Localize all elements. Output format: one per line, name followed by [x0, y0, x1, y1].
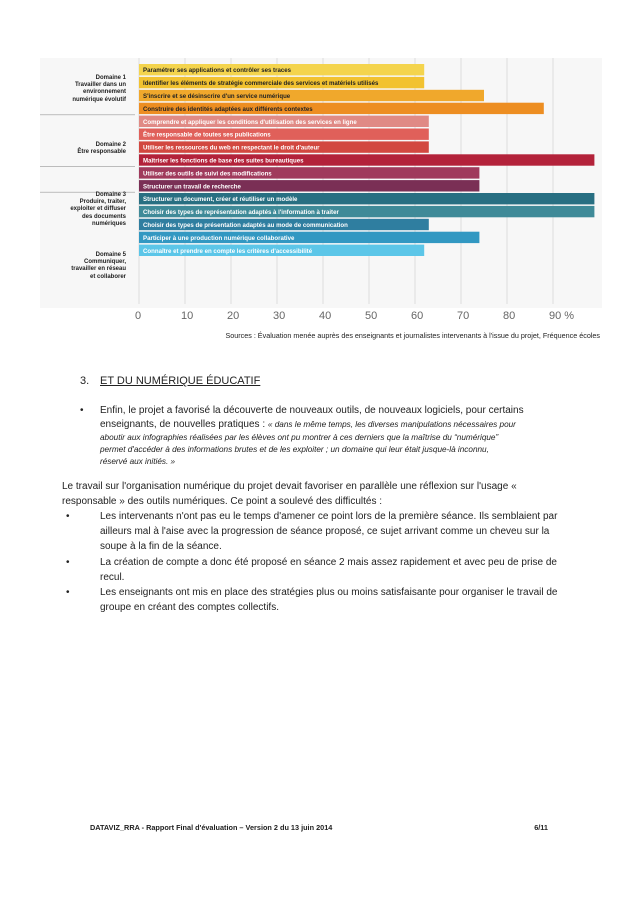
x-tick-label: 60 [411, 310, 424, 322]
bar-label: Paramétrer ses applications et contrôler ses traces [143, 67, 292, 75]
bar-label: Maîtriser les fonctions de base des suites bureautiques [143, 157, 304, 165]
bar-label: Participer à une production numérique collaborative [143, 234, 295, 242]
x-tick-label: 90 % [549, 310, 575, 322]
list-item-text: Les enseignants ont mis en place des stratégies plus ou moins satisfaisante pour organiser le travail de groupe en créant des comptes collectifs. [100, 587, 558, 613]
x-tick-label: 20 [227, 310, 240, 322]
bullet-quote-line: aboutir aux infographies réalisées par les élèves ont pu montrer à ces derniers que la maîtrise du “numérique” [100, 433, 499, 442]
list-item-text: La création de compte a donc été proposé en séance 2 mais assez rapidement et avec peu de prise de recul. [100, 557, 557, 583]
section-number: 3. [80, 375, 90, 387]
list-bullet: • [66, 587, 70, 598]
bar-label: Être responsable de toutes ses publications [143, 131, 271, 139]
bullet-quote-line: permet d'accéder à des informations brutes et de les exploiter ; un domaine qui leur était jusque-là inconnu, [100, 445, 489, 454]
bar-label: Utiliser des outils de suivi des modifications [143, 170, 272, 178]
domain-label-line: et collaborer [89, 273, 126, 280]
bullet-lead: Enfin, le projet a favorisé la découverte de nouveaux outils, de nouveaux logiciels, pour certains enseignants, de nouvelles pratiques : [100, 405, 524, 430]
bar-label: Choisir des types de présentation adaptés au mode de communication [143, 222, 348, 229]
domain-label [40, 142, 126, 156]
x-tick-label: 40 [319, 310, 332, 322]
bullet-dot: • [80, 405, 84, 416]
domain-label-line: Être responsable [77, 149, 126, 156]
domain-label-line: environnement [82, 89, 126, 96]
domain-label [40, 252, 126, 281]
x-tick-label: 80 [503, 310, 516, 322]
domain-label-line: Travailler dans un [74, 82, 126, 89]
domain-label-line: Domaine 1 [95, 75, 126, 81]
domain-label-line: Produire, traiter, [79, 199, 126, 206]
bar-label: Construire des identités adaptées aux différents contextes [143, 105, 313, 113]
domain-label-line: Communiquer, [83, 259, 126, 266]
x-tick-label: 50 [365, 310, 378, 322]
bar-label: S'inscrire et se désinscrire d'un service numérique [143, 93, 291, 100]
bullet-quote-line: réservé aux initiés. » [100, 457, 176, 466]
footer-document-title: DATAVIZ_RRA - Rapport Final d'évaluation – Version 2 du 13 juin 2014 [90, 823, 333, 832]
domain-label [40, 192, 126, 228]
section-title: ET DU NUMÉRIQUE ÉDUCATIF [100, 375, 261, 387]
domain-label-line: exploiter et diffuser [70, 206, 126, 213]
section-heading [80, 375, 260, 387]
x-tick-label: 10 [181, 310, 194, 322]
domain-label-line: Domaine 5 [95, 252, 126, 258]
bar-label: Structurer un travail de recherche [143, 183, 241, 191]
domain-label-line: des documents [81, 213, 126, 220]
domain-label-line: Domaine 3 [95, 192, 126, 198]
domain-label [40, 75, 126, 104]
domain-label-line: numérique évolutif [72, 96, 126, 103]
bar-label: Connaître et prendre en compte les critères d'accessibilité [143, 247, 313, 255]
x-tick-label: 0 [135, 310, 142, 322]
paragraph: Le travail sur l'organisation numérique du projet devait favoriser en parallèle une réflexion sur l'usage « responsable » des outils numériques. Ce point a soulevé des difficultés : [62, 481, 517, 507]
bar-label: Structurer un document, créer et réutiliser un modèle [143, 196, 298, 204]
list-bullet: • [66, 557, 70, 568]
bullet-quote-start: « dans le même temps, les diverses manipulations nécessaires pour [267, 420, 516, 429]
list-item-text: Les intervenants n'ont pas eu le temps d'amener ce point lors de la première séance. Ils semblaient par ailleurs mal à l'aise avec la progression de séance proposé, ce sujet arrivant comme un cheveu sur la soupe à la fin de la séance. [100, 511, 558, 552]
domain-label-line: travailler en réseau [71, 266, 126, 273]
bar-label: Comprendre et appliquer les conditions d'utilisation des services en ligne [143, 118, 357, 126]
list-bullet: • [66, 511, 70, 522]
domain-label-line: Domaine 2 [95, 142, 126, 148]
bar-label: Utiliser les ressources du web en respectant le droit d'auteur [143, 144, 320, 152]
bar-label: Identifier les éléments de stratégie commerciale des services et matériels utilisés [143, 80, 379, 88]
bar-label: Choisir des types de représentation adaptés à l'information à traiter [143, 209, 339, 217]
chart-source: Sources : Évaluation menée auprès des enseignants et journalistes intervenants à l'issue du projet, Fréquence écoles [225, 331, 600, 340]
x-tick-label: 70 [457, 310, 470, 322]
bar-chart [40, 44, 602, 350]
footer-page-number: 6/11 [534, 823, 548, 832]
x-tick-label: 30 [273, 310, 286, 322]
domain-label-line: numériques [91, 220, 126, 227]
